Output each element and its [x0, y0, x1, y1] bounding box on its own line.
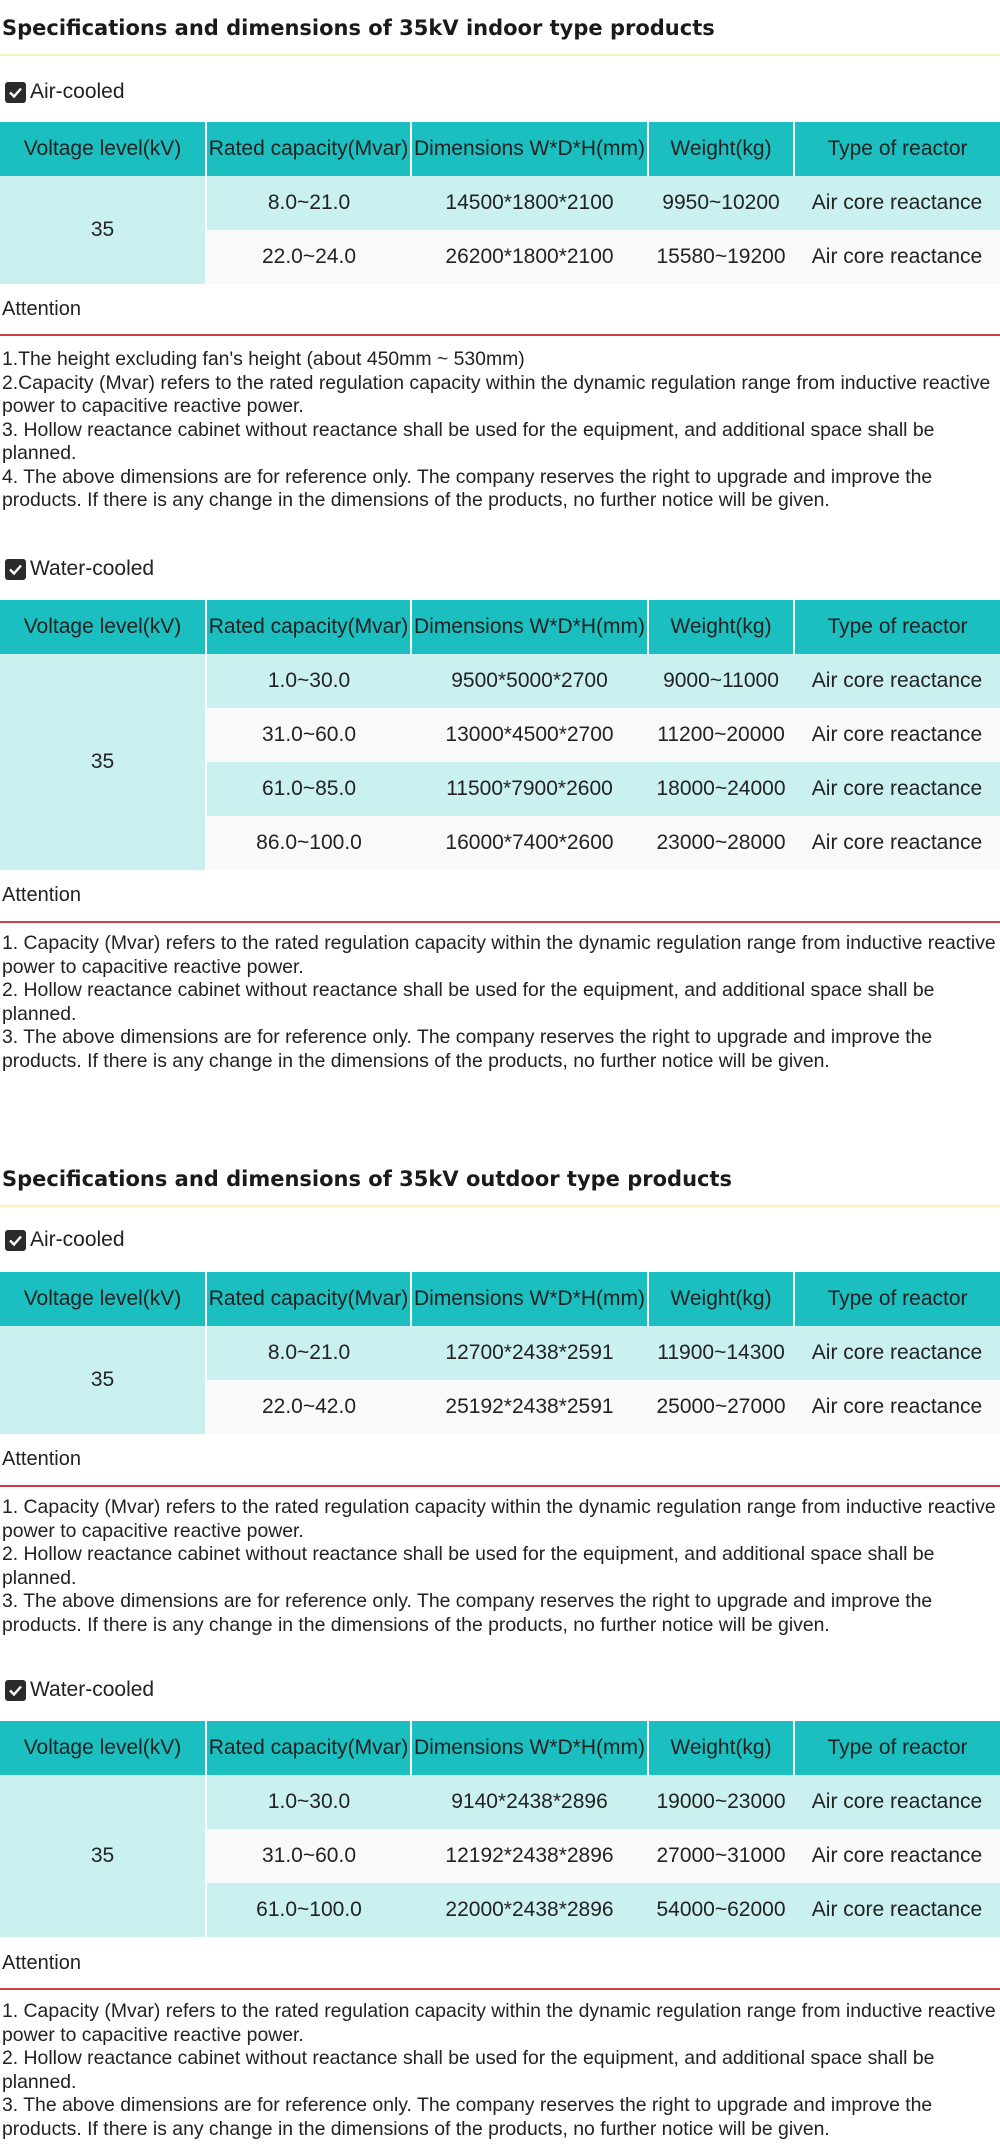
voltage-cell: 35: [0, 176, 206, 284]
dimensions-cell: 26200*1800*2100: [411, 230, 648, 284]
checkbox-checked-icon[interactable]: [5, 82, 26, 103]
note-item: 3. The above dimensions are for reference only. The company reserves the right to upgrade and improve the products. If there is any change in the dimensions of the products, no further notice will be given.: [2, 1026, 933, 1072]
capacity-cell: 31.0~60.0: [206, 1829, 411, 1883]
column-header: Dimensions W*D*H(mm): [411, 122, 648, 176]
reactor-type-cell: Air core reactance: [794, 230, 1000, 284]
voltage-cell: 35: [0, 654, 206, 870]
note-item: 2.Capacity (Mvar) refers to the rated regulation capacity within the dynamic regulation range from inductive reactive power to capacitive reactive power.: [2, 371, 991, 417]
note-item: 4. The above dimensions are for reference only. The company reserves the right to upgrade and improve the products. If there is any change in the dimensions of the products, no further notice will be given.: [2, 465, 933, 511]
weight-cell: 25000~27000: [648, 1380, 794, 1434]
table-header-row: [0, 122, 1000, 176]
spec-table-outdoor-water: [0, 1721, 1000, 1937]
column-header: Weight(kg): [648, 1272, 794, 1326]
column-header: Voltage level(kV): [0, 600, 206, 654]
table-header-row: [0, 600, 1000, 654]
notes-block: [2, 1496, 997, 1637]
column-header: Dimensions W*D*H(mm): [411, 1272, 648, 1326]
reactor-type-cell: Air core reactance: [794, 1326, 1000, 1380]
reactor-type-cell: Air core reactance: [794, 1883, 1000, 1937]
column-header: Voltage level(kV): [0, 122, 206, 176]
capacity-cell: 61.0~100.0: [206, 1883, 411, 1937]
weight-cell: 18000~24000: [648, 762, 794, 816]
capacity-cell: 1.0~30.0: [206, 1775, 411, 1829]
section-title-indoor: Specifications and dimensions of 35kV indoor type products: [2, 16, 715, 40]
title-divider: [0, 54, 1000, 56]
block-label: Air-cooled: [30, 1228, 125, 1251]
note-item: 1. Capacity (Mvar) refers to the rated regulation capacity within the dynamic regulation range from inductive reactive power to capacitive reactive power.: [2, 2000, 996, 2046]
reactor-type-cell: Air core reactance: [794, 176, 1000, 230]
weight-cell: 11900~14300: [648, 1326, 794, 1380]
attention-label: Attention: [2, 884, 81, 906]
table-row: [0, 176, 1000, 230]
column-header: Rated capacity(Mvar): [206, 122, 411, 176]
dimensions-cell: 12192*2438*2896: [411, 1829, 648, 1883]
checkbox-checked-icon[interactable]: [5, 1680, 26, 1701]
capacity-cell: 61.0~85.0: [206, 762, 411, 816]
spec-table-indoor-air: [0, 122, 1000, 284]
capacity-cell: 8.0~21.0: [206, 1326, 411, 1380]
note-item: 1. Capacity (Mvar) refers to the rated regulation capacity within the dynamic regulation range from inductive reactive power to capacitive reactive power.: [2, 932, 996, 978]
block-label: Air-cooled: [30, 80, 125, 103]
note-item: 2. Hollow reactance cabinet without reactance shall be used for the equipment, and additional space shall be planned.: [2, 2047, 935, 2093]
column-header: Type of reactor: [794, 1721, 1000, 1775]
capacity-cell: 86.0~100.0: [206, 816, 411, 870]
column-header: Voltage level(kV): [0, 1721, 206, 1775]
attention-divider: [0, 921, 1000, 923]
column-header: Rated capacity(Mvar): [206, 600, 411, 654]
dimensions-cell: 14500*1800*2100: [411, 176, 648, 230]
weight-cell: 27000~31000: [648, 1829, 794, 1883]
dimensions-cell: 9500*5000*2700: [411, 654, 648, 708]
column-header: Type of reactor: [794, 600, 1000, 654]
dimensions-cell: 16000*7400*2600: [411, 816, 648, 870]
note-item: 3. Hollow reactance cabinet without reactance shall be used for the equipment, and additional space shall be planned.: [2, 418, 935, 464]
voltage-cell: 35: [0, 1326, 206, 1434]
weight-cell: 11200~20000: [648, 708, 794, 762]
dimensions-cell: 13000*4500*2700: [411, 708, 648, 762]
table-header-row: [0, 1272, 1000, 1326]
column-header: Rated capacity(Mvar): [206, 1272, 411, 1326]
dimensions-cell: 12700*2438*2591: [411, 1326, 648, 1380]
dimensions-cell: 22000*2438*2896: [411, 1883, 648, 1937]
notes-block: [2, 2000, 997, 2141]
capacity-cell: 22.0~42.0: [206, 1380, 411, 1434]
voltage-cell: 35: [0, 1775, 206, 1937]
reactor-type-cell: Air core reactance: [794, 816, 1000, 870]
block-label: Water-cooled: [30, 557, 155, 580]
reactor-type-cell: Air core reactance: [794, 1380, 1000, 1434]
note-item: 2. Hollow reactance cabinet without reactance shall be used for the equipment, and additional space shall be planned.: [2, 979, 935, 1025]
column-header: Weight(kg): [648, 1721, 794, 1775]
note-item: 3. The above dimensions are for reference only. The company reserves the right to upgrade and improve the products. If there is any change in the dimensions of the products, no further notice will be given.: [2, 1590, 933, 1636]
checkbox-checked-icon[interactable]: [5, 1230, 26, 1251]
table-row: [0, 1775, 1000, 1829]
weight-cell: 23000~28000: [648, 816, 794, 870]
column-header: Voltage level(kV): [0, 1272, 206, 1326]
attention-label: Attention: [2, 1952, 81, 1974]
attention-divider: [0, 334, 1000, 336]
weight-cell: 9000~11000: [648, 654, 794, 708]
column-header: Type of reactor: [794, 1272, 1000, 1326]
column-header: Weight(kg): [648, 122, 794, 176]
block-label: Water-cooled: [30, 1678, 155, 1701]
spec-table-indoor-water: [0, 600, 1000, 870]
weight-cell: 9950~10200: [648, 176, 794, 230]
attention-divider: [0, 1485, 1000, 1487]
column-header: Dimensions W*D*H(mm): [411, 1721, 648, 1775]
table-row: [0, 654, 1000, 708]
attention-divider: [0, 1988, 1000, 1990]
column-header: Type of reactor: [794, 122, 1000, 176]
water-cooled-checkbox-row[interactable]: [5, 1675, 154, 1705]
attention-label: Attention: [2, 1448, 81, 1470]
note-item: 1.The height excluding fan's height (about 450mm ~ 530mm): [2, 348, 525, 370]
reactor-type-cell: Air core reactance: [794, 1829, 1000, 1883]
air-cooled-checkbox-row[interactable]: [5, 1225, 125, 1255]
notes-block: [2, 932, 997, 1073]
note-item: 1. Capacity (Mvar) refers to the rated regulation capacity within the dynamic regulation range from inductive reactive power to capacitive reactive power.: [2, 1496, 996, 1542]
spec-table-outdoor-air: [0, 1272, 1000, 1434]
air-cooled-checkbox-row[interactable]: [5, 77, 125, 107]
column-header: Weight(kg): [648, 600, 794, 654]
column-header: Dimensions W*D*H(mm): [411, 600, 648, 654]
reactor-type-cell: Air core reactance: [794, 1775, 1000, 1829]
weight-cell: 19000~23000: [648, 1775, 794, 1829]
dimensions-cell: 9140*2438*2896: [411, 1775, 648, 1829]
attention-label: Attention: [2, 298, 81, 320]
reactor-type-cell: Air core reactance: [794, 654, 1000, 708]
weight-cell: 15580~19200: [648, 230, 794, 284]
capacity-cell: 8.0~21.0: [206, 176, 411, 230]
dimensions-cell: 11500*7900*2600: [411, 762, 648, 816]
title-divider: [0, 1205, 1000, 1207]
table-row: [0, 1326, 1000, 1380]
water-cooled-checkbox-row[interactable]: [5, 554, 154, 584]
note-item: 2. Hollow reactance cabinet without reactance shall be used for the equipment, and additional space shall be planned.: [2, 1543, 935, 1589]
checkbox-checked-icon[interactable]: [5, 559, 26, 580]
table-header-row: [0, 1721, 1000, 1775]
reactor-type-cell: Air core reactance: [794, 762, 1000, 816]
capacity-cell: 1.0~30.0: [206, 654, 411, 708]
notes-block: [2, 348, 997, 513]
column-header: Rated capacity(Mvar): [206, 1721, 411, 1775]
capacity-cell: 22.0~24.0: [206, 230, 411, 284]
dimensions-cell: 25192*2438*2591: [411, 1380, 648, 1434]
reactor-type-cell: Air core reactance: [794, 708, 1000, 762]
weight-cell: 54000~62000: [648, 1883, 794, 1937]
section-title-outdoor: Specifications and dimensions of 35kV outdoor type products: [2, 1167, 733, 1191]
capacity-cell: 31.0~60.0: [206, 708, 411, 762]
note-item: 3. The above dimensions are for reference only. The company reserves the right to upgrade and improve the products. If there is any change in the dimensions of the products, no further notice will be given.: [2, 2094, 933, 2140]
